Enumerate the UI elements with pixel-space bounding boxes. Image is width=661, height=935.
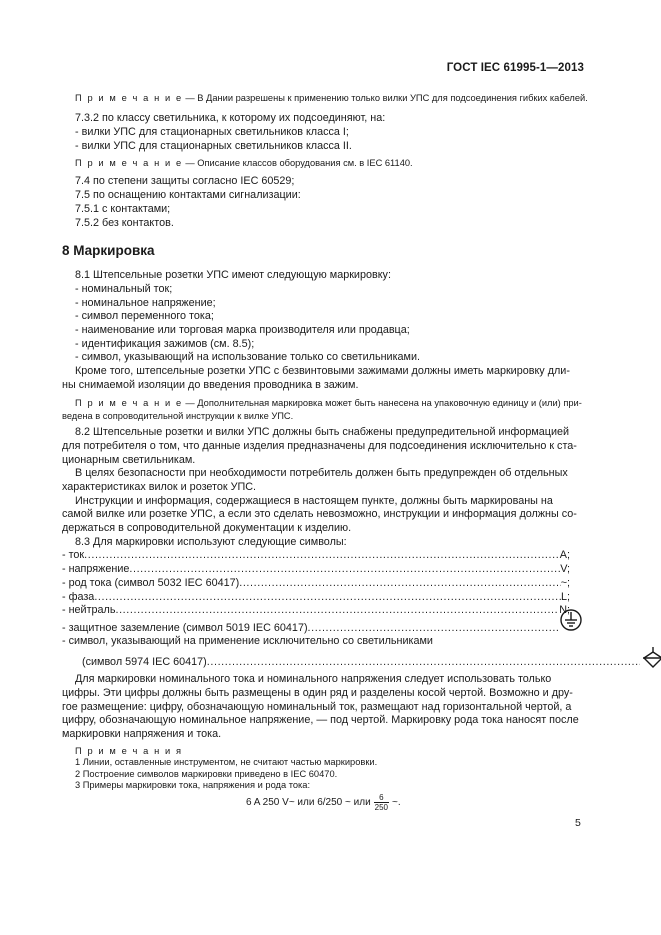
paragraph-line: В целях безопасности при необходимости потребитель должен быть предупрежден об отдельных — [75, 467, 568, 479]
paragraph-line: характеристиках вилок и розеток УПС. — [62, 481, 257, 493]
list-item: - номинальное напряжение; — [75, 297, 216, 309]
symbol-value: N; — [559, 604, 570, 616]
note-3 — [75, 396, 584, 410]
leader-dots — [94, 590, 561, 604]
symbol-value: V; — [560, 563, 570, 575]
paragraph-line: Инструкции и информация, содержащиеся в настоящем пункте, должны быть маркированы на — [75, 495, 553, 507]
paragraph-line: маркировки напряжения и тока. — [62, 728, 222, 740]
paragraph-line: цифры. Эти цифры должны быть размещены в один ряд и разделены косой чертой. Возможно и дру- — [62, 687, 573, 699]
clause-7-4: 7.4 по степени защиты согласно IEC 60529; — [75, 175, 295, 187]
clause-7-5-2: 7.5.2 без контактов. — [75, 217, 174, 229]
note-item: 1 Линии, оставленные инструментом, не считают частью маркировки. — [75, 757, 378, 767]
clause-7-3-2: 7.3.2 по классу светильника, к которому их подсоединяют, на: — [75, 112, 386, 124]
marking-example-formula — [246, 793, 401, 812]
note-3-text: — Дополнительная маркировка может быть нанесена на упаковочную единицу и (или) при- — [182, 398, 582, 408]
paragraph-line: самой вилке или розетке УПС, а если это сделать невозможно, инструкции и информация должны со- — [62, 508, 577, 520]
section-heading: 8 Маркировка — [62, 243, 155, 258]
note-2-text: — Описание классов оборудования см. в IEC 61140. — [182, 158, 413, 168]
symbol-row-label: - фаза — [62, 591, 95, 603]
symbol-row-voltage — [62, 562, 570, 576]
standard-header: ГОСТ IEC 61995-1—2013 — [446, 62, 584, 74]
formula-suffix: ~. — [392, 797, 401, 809]
page-number: 5 — [575, 817, 581, 829]
leader-dots — [308, 621, 558, 635]
clause-8-1: 8.1 Штепсельные розетки УПС имеют следующую маркировку: — [75, 269, 391, 281]
symbol-value: L; — [560, 591, 570, 603]
clause-8-3: 8.3 Для маркировки используют следующие символы: — [75, 536, 347, 548]
symbol-value: ~; — [560, 577, 570, 589]
paragraph-line: для потребителя о том, что данные изделия предназначены для подсоединения исключительно к ста- — [62, 440, 577, 452]
symbol-row-label: (символ 5974 IEC 60417) — [82, 656, 207, 668]
clause-7-5: 7.5 по оснащению контактами сигнализации: — [75, 189, 301, 201]
protective-earth-icon — [559, 608, 583, 632]
symbol-row-luminaire-label: - символ, указывающий на применение исключительно со светильниками — [62, 635, 433, 647]
paragraph-line: Для маркировки номинального тока и номинального напряжения следует использовать только — [75, 673, 552, 685]
leader-dots — [239, 576, 560, 590]
notes-label: П р и м е ч а н и я — [75, 746, 183, 756]
note-3-label: П р и м е ч а н и е — [75, 398, 183, 408]
symbol-row-current-type — [62, 576, 570, 590]
list-item: - вилки УПС для стационарных светильников класса I; — [75, 126, 349, 138]
symbol-row-label: - нейтраль — [62, 604, 116, 616]
note-1-label: П р и м е ч а н и е — [75, 93, 183, 103]
list-item: - наименование или торговая марка производителя или продавца; — [75, 324, 410, 336]
leader-dots — [115, 603, 559, 617]
note-1 — [75, 91, 588, 105]
paragraph-line: ционарным светильникам. — [62, 454, 196, 466]
symbol-value: A; — [559, 549, 570, 561]
leader-dots — [129, 562, 560, 576]
clause-8-2: 8.2 Штепсельные розетки и вилки УПС должны быть снабжены предупредительной информацией — [75, 426, 570, 438]
fraction — [374, 793, 389, 812]
paragraph-line: цифру, обозначающую номинальное напряжение, — под чертой. Маркировку рода тока наносят после — [62, 714, 579, 726]
note-3-continuation: ведена в сопроводительной инструкции к вилке УПС. — [62, 411, 294, 421]
symbol-row-label: - род тока (символ 5032 IEC 60417) — [62, 577, 240, 589]
note-2 — [75, 156, 584, 170]
paragraph-line: держаться в сопроводительной документации к изделию. — [62, 522, 352, 534]
list-item: - символ переменного тока; — [75, 310, 214, 322]
fraction-denominator: 250 — [374, 803, 389, 812]
note-2-label: П р и м е ч а н и е — [75, 158, 183, 168]
fraction-numerator: 6 — [374, 793, 389, 803]
symbol-row-current — [62, 548, 570, 562]
list-item: - символ, указывающий на использование только со светильниками. — [75, 351, 420, 363]
leader-dots — [207, 655, 640, 669]
paragraph-line: ны снимаемой изоляции до введения проводника в зажим. — [62, 379, 359, 391]
symbol-row-label: - напряжение — [62, 563, 130, 575]
symbol-row-phase — [62, 590, 570, 604]
note-1-text: — В Дании разрешены к применению только вилки УПС для подсоединения гибких кабелей. — [182, 93, 588, 103]
leader-dots — [84, 548, 560, 562]
symbol-row-neutral — [62, 603, 570, 617]
formula-text: 6 A 250 V~ или 6/250 ~ или — [246, 797, 371, 809]
list-item: - идентификация зажимов (см. 8.5); — [75, 338, 255, 350]
list-item: - вилки УПС для стационарных светильников класса II. — [75, 140, 352, 152]
paragraph-line: гое размещение: цифру, обозначающую номинальный ток, размещают над горизонтальной чертой, а — [62, 701, 572, 713]
note-item: 2 Построение символов маркировки приведено в IEC 60470. — [75, 769, 338, 779]
note-item: 3 Примеры маркировки тока, напряжения и рода тока: — [75, 780, 311, 790]
list-item: - номинальный ток; — [75, 283, 173, 295]
symbol-row-label: - ток — [62, 549, 85, 561]
clause-7-5-1: 7.5.1 с контактами; — [75, 203, 171, 215]
paragraph-line: Кроме того, штепсельные розетки УПС с безвинтовыми зажимами должны иметь маркировку дли- — [75, 365, 570, 377]
symbol-row-label: - защитное заземление (символ 5019 IEC 60417) — [62, 622, 308, 634]
symbol-row-protective-earth — [62, 621, 558, 635]
luminaire-only-icon — [641, 646, 661, 670]
symbol-row-luminaire — [82, 655, 640, 669]
